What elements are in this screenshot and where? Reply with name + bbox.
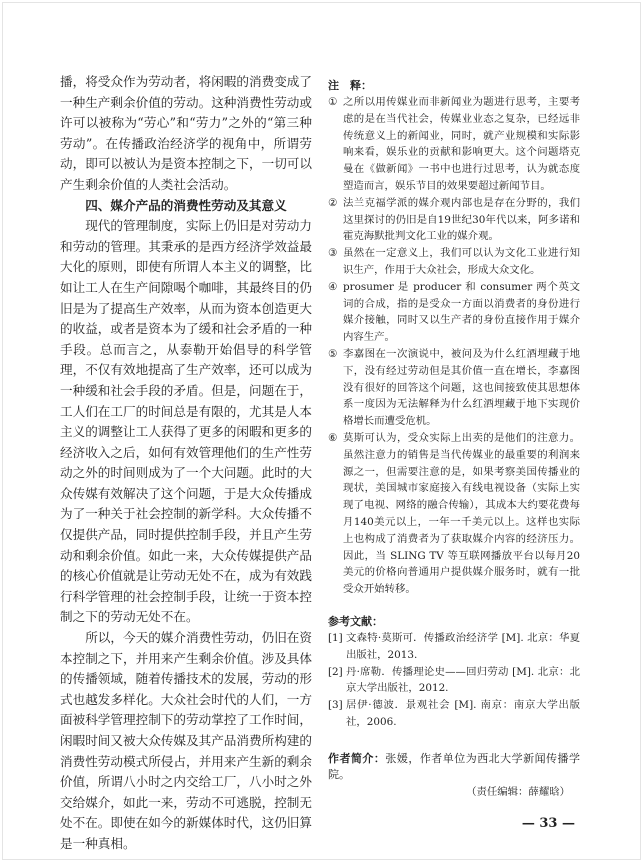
note-item [328, 279, 580, 346]
reference-number: [1] [328, 631, 343, 644]
note-text: 之所以用传媒业而非新闻业为题进行思考，主要考虑的是在当代社会，传媒业业态之复杂，已经远非传统意义上的新闻业，同时，就产业规模和实际影响来看，娱乐业的贡献和影响更大。这个问题塔克曼在《做新闻》一书中也进行过思考，认为就态度塑造而言，娱乐节目的效果要超过新闻节目。 [343, 96, 580, 192]
note-number: ⑤ [328, 347, 338, 360]
reference-text: 文森特·莫斯可．传播政治经济学 [M]. 北京：华夏出版社，2013. [346, 631, 580, 661]
reference-item [328, 697, 580, 731]
author-bio [328, 751, 580, 785]
note-item [328, 245, 580, 279]
body-paragraph: 播，将受众作为劳动者，将闲暇的消费变成了一种生产剩余价值的劳动。这种消费性劳动或许可以被称为“劳心”和“劳力”之外的“第三种劳动”。在传播政治经济学的视角中，所谓劳动，即可以被认为是资本控制之下，一切可以产生剩余价值的人类社会活动。 [60, 74, 312, 192]
body-paragraph: 现代的管理制度，实际上仍旧是对劳动力和劳动的管理。其秉承的是西方经济学效益最大化的原则，即使有所谓人本主义的调整，比如让工人在生产间隙喝个咖啡，其最终目的仍旧是为了提高生产效率，从而为资本创造更大的收益，或者是资本为了缓和社会矛盾的一种手段。总而言之，从泰勒开始倡导的科学管理，不仅有效地提高了生产效率，还可以成为一种缓和社会手段的矛盾。但是，问题在于，工人们在工厂的时间总是有限的，尤其是人本主义的调整让工人获得了更多的闲暇和更多的经济收入之后，如何有效管理他们的生产性劳动之外的时间则成为了一个大问题。此时的大众传媒有效解决了这个问题，于是大众传播成为了一种关于社会控制的新学科。大众传播不仅提供产品，同时提供控制手段，并且产生劳动和剩余价值。如此一来，大众传媒提供产品的核心价值就是让劳动无处不在，成为有效践行科学管理的社会控制手段，让统一于资本控制之下的劳动无处不在。 [60, 218, 312, 625]
right-column-wrapper [328, 78, 580, 833]
note-number: ③ [328, 247, 338, 260]
reference-text: 居伊·德波．景观社会 [M]. 南京：南京大学出版社，2006. [346, 699, 580, 728]
left-column [60, 72, 312, 855]
note-item [328, 430, 580, 598]
body-paragraph: 所以，今天的媒介消费性劳动，仍旧在资本控制之下，并用来产生剩余价值。涉及具体的传播领域，随着传播技术的发展，劳动的形式也越发多样化。大众社会时代的人们，一方面被科学管理控制下的劳动掌控了工作时间，闲暇时间又被大众传媒及其产品消费所构建的消费性劳动模式所侵占，并用来产生新的剩余价值，所谓八小时之内交给工厂，八小时之外交给媒介，如此一来，劳动不可逃脱，控制无处不在。即使在如今的新媒体时代，这仍旧算是一种真相。 [60, 630, 312, 851]
author-label: 作者简介： [328, 751, 386, 765]
note-item [328, 94, 580, 195]
notes-list [328, 94, 580, 598]
note-text: 李嘉图在一次演说中，被问及为什么红酒埋藏于地下，没有经过劳动但是其价值一直在增长，李嘉图没有很好的回答这个问题，这也间接致使其思想体系一度因为无法解释为什么红酒埋藏于地下实现价格增长而遭受危机。 [343, 347, 580, 428]
reference-item [328, 630, 580, 664]
page-number: — 33 — [521, 816, 575, 832]
note-item [328, 346, 580, 430]
responsible-editor: （责任编辑：薛耀晗） [466, 786, 570, 799]
note-text: prosumer 是 producer 和 consumer 两个英文词的合成，指的是受众一方面以消费者的身份进行媒介接触，同时又以生产者的身份直接作用于媒介内容生产。 [343, 280, 580, 344]
references-heading: 参考文献： [328, 614, 383, 628]
reference-text: 丹·席勒．传播理论史——回归劳动 [M]. 北京：北京大学出版社，2012. [346, 665, 580, 695]
right-column [328, 78, 580, 801]
notes-heading: 注 释： [328, 79, 372, 92]
note-text: 莫斯可认为，受众实际上出卖的是他们的注意力。虽然注意力的销售是当代传媒业的最重要的利润来源之一，但需要注意的是，如果考察美国传播业的现状，美国城市家庭接入有线电视设备（实际上实现了电视、网络的融合传输），其成本大约要花费每月140美元以上，一年一千美元以上。这样也实际上也构成了消费者为了获取媒介内容的经济压力。因此，当 SLING TV 等互联网播放平台以每月20美元的价格向普通用户提供媒介服务时，就有一批受众开始转移。 [343, 431, 580, 596]
note-number: ① [328, 96, 338, 108]
note-number: ④ [328, 280, 338, 293]
reference-number: [2] [328, 665, 343, 678]
note-item [328, 195, 580, 245]
author-text: 张媛，作者单位为西北大学新闻传播学院。 [328, 751, 581, 782]
note-text: 法兰克福学派的媒介观内部也是存在分野的，我们这里探讨的仍旧是自19世纪30年代以来，阿多诺和霍克海默批判文化工业的媒介观。 [343, 196, 580, 243]
note-number: ② [328, 196, 338, 209]
note-number: ⑥ [328, 431, 338, 444]
reference-number: [3] [328, 699, 343, 712]
note-text: 虽然在一定意义上，我们可以认为文化工业进行知识生产，作用于大众社会，形成大众文化。 [343, 247, 580, 276]
section-heading: 四、媒介产品的消费性劳动及其意义 [85, 197, 287, 213]
references [328, 614, 580, 731]
reference-item [328, 664, 580, 698]
